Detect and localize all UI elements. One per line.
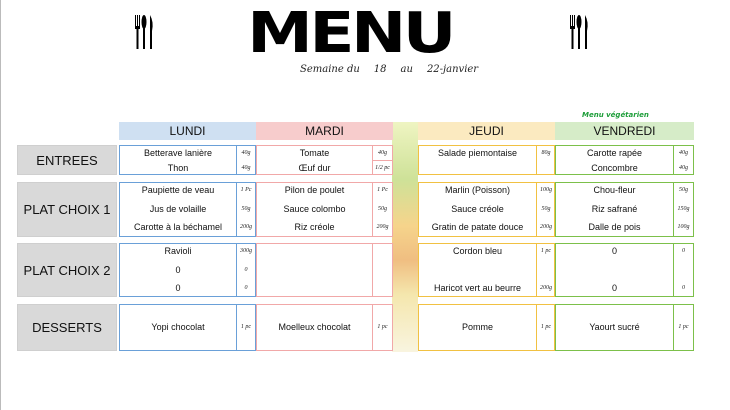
- qty: 300g: [240, 248, 252, 254]
- dish: Cordon bleu: [452, 246, 503, 256]
- qty: 50g: [241, 206, 251, 212]
- dish: Riz safrané: [591, 204, 638, 214]
- qty: 100g: [540, 187, 552, 193]
- qty: 200g: [240, 224, 252, 230]
- day-header-vendredi: VENDREDI: [555, 122, 694, 140]
- day-header-mardi: MARDI: [256, 122, 393, 140]
- qty: 40g: [679, 150, 688, 156]
- qty: 0: [682, 285, 685, 291]
- qty: 1 pc: [540, 324, 552, 330]
- day-header-lundi: LUNDI: [119, 122, 256, 140]
- dish: Carotte à la béchamel: [133, 222, 223, 232]
- qty: 150g: [677, 206, 690, 212]
- qty: 0: [244, 267, 248, 273]
- vegetarian-note: Menu végétarien: [582, 111, 649, 119]
- dish: Gratin de patate douce: [431, 222, 524, 232]
- dish: 0: [611, 283, 617, 293]
- background-photo: [392, 122, 418, 352]
- qty-row-divider: [372, 160, 393, 161]
- qty: 40g: [241, 150, 251, 156]
- qty: 40g: [378, 150, 387, 156]
- qty: 200g: [540, 285, 552, 291]
- dish: Œuf dur: [298, 163, 331, 173]
- row-label-plat-choix-1: PLAT CHOIX 1: [17, 182, 117, 237]
- dish: Chou-fleur: [593, 185, 636, 195]
- qty: 50g: [679, 187, 688, 193]
- subtitle-prefix: Semaine du: [300, 64, 360, 75]
- qty: 1 pc: [678, 324, 689, 330]
- qty-divider: [372, 243, 373, 297]
- qty: 0: [682, 248, 685, 254]
- dish: Salade piemontaise: [437, 148, 518, 158]
- dish: Thon: [167, 163, 189, 173]
- dish: Tomate: [299, 148, 330, 158]
- dish: Yaourt sucré: [589, 322, 640, 332]
- dish: 0: [611, 246, 617, 256]
- qty: 1 pc: [240, 324, 252, 330]
- dish: Carotte rapée: [586, 148, 643, 158]
- qty: 1 Pc: [240, 187, 252, 193]
- qty: 100g: [677, 224, 690, 230]
- subtitle-end: 22-janvier: [426, 64, 479, 75]
- dish: Marlin (Poisson): [444, 185, 511, 195]
- dish: 0: [175, 265, 181, 275]
- row-label-plat-choix-2: PLAT CHOIX 2: [17, 243, 117, 297]
- dish: 0: [175, 283, 181, 293]
- qty: 50g: [541, 206, 551, 212]
- qty: 1 pc: [540, 248, 552, 254]
- day-header-jeudi: JEUDI: [418, 122, 555, 140]
- dish: Jus de volaille: [149, 204, 207, 214]
- qty: 200g: [376, 224, 389, 230]
- dish: Riz créole: [294, 222, 335, 232]
- qty: 1 Pc: [377, 187, 388, 193]
- qty: 40g: [241, 165, 251, 171]
- subtitle-mid: au: [400, 64, 413, 75]
- dish: Yopi chocolat: [151, 322, 205, 332]
- qty: 1 pc: [377, 324, 388, 330]
- cutlery-icon: [568, 14, 590, 50]
- week-subtitle: [300, 64, 480, 75]
- dish: Pomme: [461, 322, 493, 332]
- qty: 200g: [540, 224, 552, 230]
- qty: 50g: [378, 206, 387, 212]
- qty: 80g: [541, 150, 551, 156]
- dish: Dalle de pois: [588, 222, 641, 232]
- dish: Betterave lanière: [143, 148, 213, 158]
- qty: 40g: [679, 165, 688, 171]
- dish: Paupiette de veau: [141, 185, 215, 195]
- qty: 0: [244, 285, 248, 291]
- dish: Pilon de poulet: [284, 185, 345, 195]
- dish: Haricot vert au beurre: [433, 283, 522, 293]
- dish: Sauce créole: [451, 204, 504, 214]
- dish: Ravioli: [164, 246, 192, 256]
- subtitle-start: 18: [373, 64, 387, 75]
- row-label-entrees: ENTREES: [17, 145, 117, 175]
- row-label-desserts: DESSERTS: [17, 304, 117, 351]
- page-left-border: [0, 0, 1, 410]
- cutlery-icon: [133, 14, 155, 50]
- dish: Concombre: [591, 163, 638, 173]
- dish: Moelleux chocolat: [278, 322, 351, 332]
- dish: Sauce colombo: [283, 204, 346, 214]
- page-title: MENU: [247, 1, 453, 66]
- qty: 1/2 pc: [375, 165, 390, 171]
